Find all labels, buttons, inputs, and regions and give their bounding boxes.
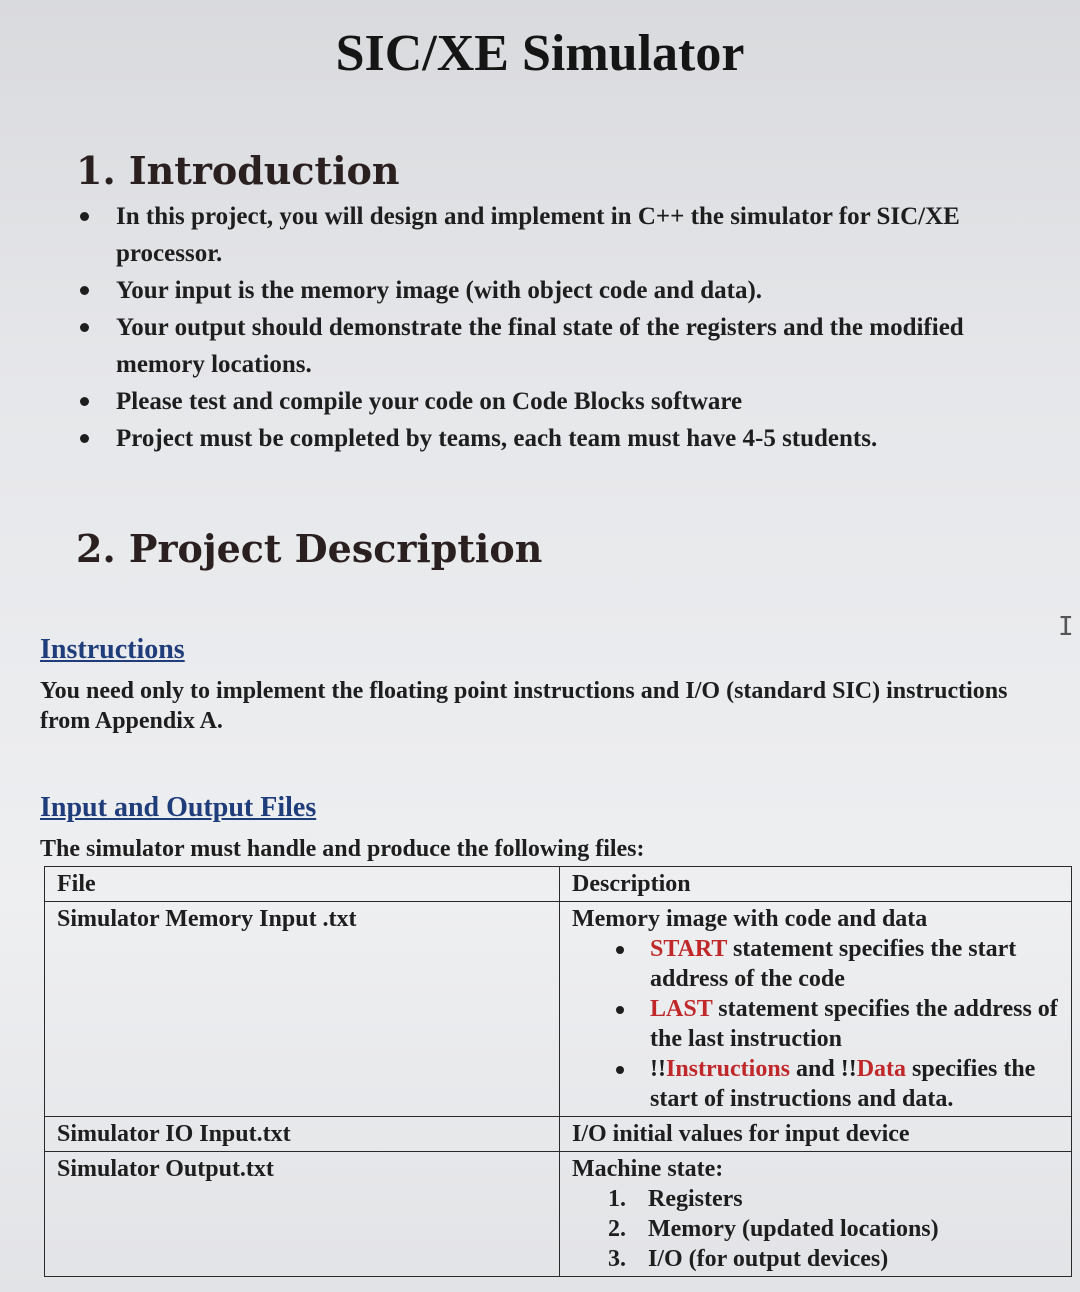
files-table [44,866,1072,1277]
section-project-description-heading: 2. Project Description [76,526,543,571]
table-header-row [45,867,1072,902]
keyword-instructions: Instructions [665,1056,791,1082]
bullet-icon [80,286,89,295]
list-item: 2. Memory (updated locations) [608,1216,939,1242]
list-item: Your input is the memory image (with object code and data). [72,272,1052,309]
list-item: !!Instructions and !!Data specifies the start of instructions and data. [572,1054,1059,1114]
bullet-icon [80,434,89,443]
list-item: LAST statement specifies the address of the last instruction [572,994,1059,1054]
list-item: Please test and compile your code on Code Blocks software [72,383,1052,420]
table-row [45,902,1072,1117]
instructions-paragraph: You need only to implement the floating point instructions and I/O (standard SIC) instructions from Appendix A. [40,678,1008,734]
table-header-file: File [45,867,560,902]
bullet-icon [616,1066,624,1074]
table-cell-description: Memory image with code and data START statement specifies the start address of the code LAST statement specifies the address of the last instruction !!Instructions and !!Data specifies the start of instructions and data. [560,902,1072,1117]
input-output-intro: The simulator must handle and produce the following files: [40,836,645,862]
table-row [45,1117,1072,1152]
bullet-icon [616,1006,624,1014]
input-output-files-heading[interactable]: Input and Output Files [40,792,317,823]
introduction-bullet-list [72,198,1052,457]
bullet-icon [616,946,624,954]
list-item: 3. I/O (for output devices) [608,1246,889,1272]
table-row [45,1152,1072,1277]
text-cursor-icon: I [1058,612,1074,642]
table-cell-file: Simulator IO Input.txt [45,1117,560,1152]
keyword-last: LAST [650,996,713,1022]
bullet-icon [80,212,89,221]
table-cell-description: Machine state: 1. Registers 2. Memory (updated locations) 3. I/O (for output devices) [560,1152,1072,1277]
list-item: Your output should demonstrate the final state of the registers and the modified memory locations. [72,309,1052,383]
table-cell-file: Simulator Output.txt [45,1152,560,1277]
list-item: Project must be completed by teams, each team must have 4-5 students. [72,420,1052,457]
bullet-icon [80,323,89,332]
table-header-description: Description [560,867,1072,902]
keyword-start: START [650,936,727,962]
list-item: START statement specifies the start address of the code [572,934,1059,994]
table-cell-file: Simulator Memory Input .txt [45,902,560,1117]
table-cell-description: I/O initial values for input device [560,1117,1072,1152]
bullet-icon [80,397,89,406]
document-title: SIC/XE Simulator [335,25,745,82]
keyword-data: Data [856,1056,907,1082]
list-item: In this project, you will design and implement in C++ the simulator for SIC/XE processor. [72,198,1052,272]
machine-state-list [572,1184,1059,1274]
instructions-heading[interactable]: Instructions [40,634,185,665]
list-item: 1. Registers [608,1186,743,1212]
section-introduction-heading: 1. Introduction [76,148,400,193]
description-bullet-list [572,934,1059,1114]
